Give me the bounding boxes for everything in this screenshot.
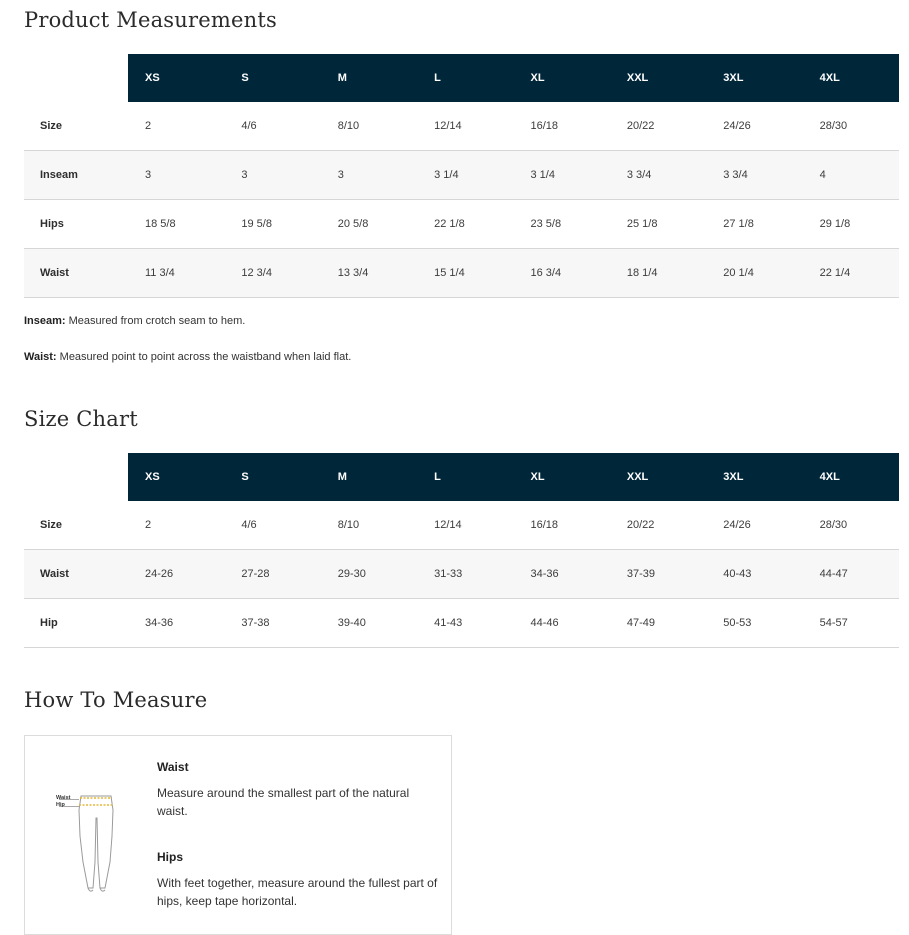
table-cell: 20/22 xyxy=(610,102,706,151)
leggings-diagram-icon xyxy=(43,778,143,898)
how-to-measure-title: How To Measure xyxy=(24,688,208,712)
header-4xl: 4XL xyxy=(803,453,899,501)
header-xxl: XXL xyxy=(610,54,706,102)
table-cell: 28/30 xyxy=(803,501,899,550)
header-xxl: XXL xyxy=(610,453,706,501)
table-row-hips xyxy=(24,200,899,249)
table-cell: 20 5/8 xyxy=(321,200,417,249)
table-cell: 3 1/4 xyxy=(514,151,610,200)
row-label: Hips xyxy=(24,200,128,249)
table-cell: 31-33 xyxy=(417,550,513,599)
product-measurements-table xyxy=(24,54,899,298)
instruction-title: Hips xyxy=(157,850,184,864)
header-3xl: 3XL xyxy=(706,54,802,102)
table-cell: 18 5/8 xyxy=(128,200,224,249)
table-cell: 2 xyxy=(128,501,224,550)
table-cell: 29-30 xyxy=(321,550,417,599)
table-cell: 13 3/4 xyxy=(321,249,417,298)
header-3xl: 3XL xyxy=(706,453,802,501)
header-xs: XS xyxy=(128,54,224,102)
table-cell: 50-53 xyxy=(706,599,802,648)
inseam-note xyxy=(24,315,245,327)
note-text: Measured point to point across the waistband when laid flat. xyxy=(56,351,352,363)
header-l: L xyxy=(417,453,513,501)
table-cell: 44-47 xyxy=(803,550,899,599)
table-cell: 20/22 xyxy=(610,501,706,550)
note-text: Measured from crotch seam to hem. xyxy=(65,315,246,327)
header-xl: XL xyxy=(514,453,610,501)
table-cell: 8/10 xyxy=(321,501,417,550)
product-measurements-title: Product Measurements xyxy=(24,8,277,32)
note-term: Inseam: xyxy=(24,315,66,327)
table-cell: 34-36 xyxy=(128,599,224,648)
table-cell: 8/10 xyxy=(321,102,417,151)
table-cell: 34-36 xyxy=(514,550,610,599)
table-cell: 16/18 xyxy=(514,501,610,550)
header-m: M xyxy=(321,54,417,102)
table-cell: 24/26 xyxy=(706,102,802,151)
row-label: Waist xyxy=(24,550,128,599)
table-header-row xyxy=(24,453,899,501)
note-term: Waist: xyxy=(24,351,57,363)
table-cell: 3 xyxy=(321,151,417,200)
table-row-hip xyxy=(24,599,899,648)
table-cell: 3 xyxy=(224,151,320,200)
table-cell: 3 1/4 xyxy=(417,151,513,200)
table-cell: 18 1/4 xyxy=(610,249,706,298)
table-row-waist xyxy=(24,249,899,298)
size-chart-title: Size Chart xyxy=(24,407,138,431)
table-cell: 16 3/4 xyxy=(514,249,610,298)
row-label: Size xyxy=(24,102,128,151)
table-cell: 41-43 xyxy=(417,599,513,648)
table-cell: 16/18 xyxy=(514,102,610,151)
table-cell: 4/6 xyxy=(224,501,320,550)
table-cell: 29 1/8 xyxy=(803,200,899,249)
figure-hip-label: Hip xyxy=(56,802,65,808)
instruction-text: With feet together, measure around the fullest part of hips, keep tape horizontal. xyxy=(157,876,438,908)
table-cell: 28/30 xyxy=(803,102,899,151)
table-cell: 15 1/4 xyxy=(417,249,513,298)
table-cell: 4 xyxy=(803,151,899,200)
header-xl: XL xyxy=(514,54,610,102)
table-cell: 12/14 xyxy=(417,102,513,151)
waist-instruction xyxy=(157,760,442,820)
row-label: Waist xyxy=(24,249,128,298)
table-cell: 47-49 xyxy=(610,599,706,648)
table-cell: 39-40 xyxy=(321,599,417,648)
table-cell: 24-26 xyxy=(128,550,224,599)
table-row-waist xyxy=(24,550,899,599)
table-cell: 3 3/4 xyxy=(706,151,802,200)
row-label: Size xyxy=(24,501,128,550)
table-cell: 3 xyxy=(128,151,224,200)
hips-instruction xyxy=(157,850,442,910)
figure-waist-label: Waist xyxy=(56,795,71,801)
header-corner xyxy=(24,54,128,102)
table-cell: 40-43 xyxy=(706,550,802,599)
header-l: L xyxy=(417,54,513,102)
table-row-inseam xyxy=(24,151,899,200)
header-corner xyxy=(24,453,128,501)
table-row-size xyxy=(24,501,899,550)
row-label: Hip xyxy=(24,599,128,648)
header-xs: XS xyxy=(128,453,224,501)
table-cell: 25 1/8 xyxy=(610,200,706,249)
table-cell: 12 3/4 xyxy=(224,249,320,298)
row-label: Inseam xyxy=(24,151,128,200)
table-cell: 22 1/4 xyxy=(803,249,899,298)
table-cell: 27 1/8 xyxy=(706,200,802,249)
table-cell: 4/6 xyxy=(224,102,320,151)
table-cell: 22 1/8 xyxy=(417,200,513,249)
table-cell: 23 5/8 xyxy=(514,200,610,249)
table-cell: 24/26 xyxy=(706,501,802,550)
table-cell: 11 3/4 xyxy=(128,249,224,298)
table-cell: 27-28 xyxy=(224,550,320,599)
table-cell: 37-38 xyxy=(224,599,320,648)
table-header-row xyxy=(24,54,899,102)
table-cell: 44-46 xyxy=(514,599,610,648)
instruction-text: Measure around the smallest part of the natural waist. xyxy=(157,786,410,818)
table-cell: 54-57 xyxy=(803,599,899,648)
size-chart-table xyxy=(24,453,899,648)
table-row-size xyxy=(24,102,899,151)
table-cell: 12/14 xyxy=(417,501,513,550)
header-s: S xyxy=(224,54,320,102)
table-cell: 20 1/4 xyxy=(706,249,802,298)
instruction-title: Waist xyxy=(157,760,189,774)
table-cell: 37-39 xyxy=(610,550,706,599)
header-m: M xyxy=(321,453,417,501)
table-cell: 2 xyxy=(128,102,224,151)
header-4xl: 4XL xyxy=(803,54,899,102)
table-cell: 19 5/8 xyxy=(224,200,320,249)
waist-note xyxy=(24,351,351,363)
how-to-measure-card xyxy=(24,735,452,935)
table-cell: 3 3/4 xyxy=(610,151,706,200)
header-s: S xyxy=(224,453,320,501)
